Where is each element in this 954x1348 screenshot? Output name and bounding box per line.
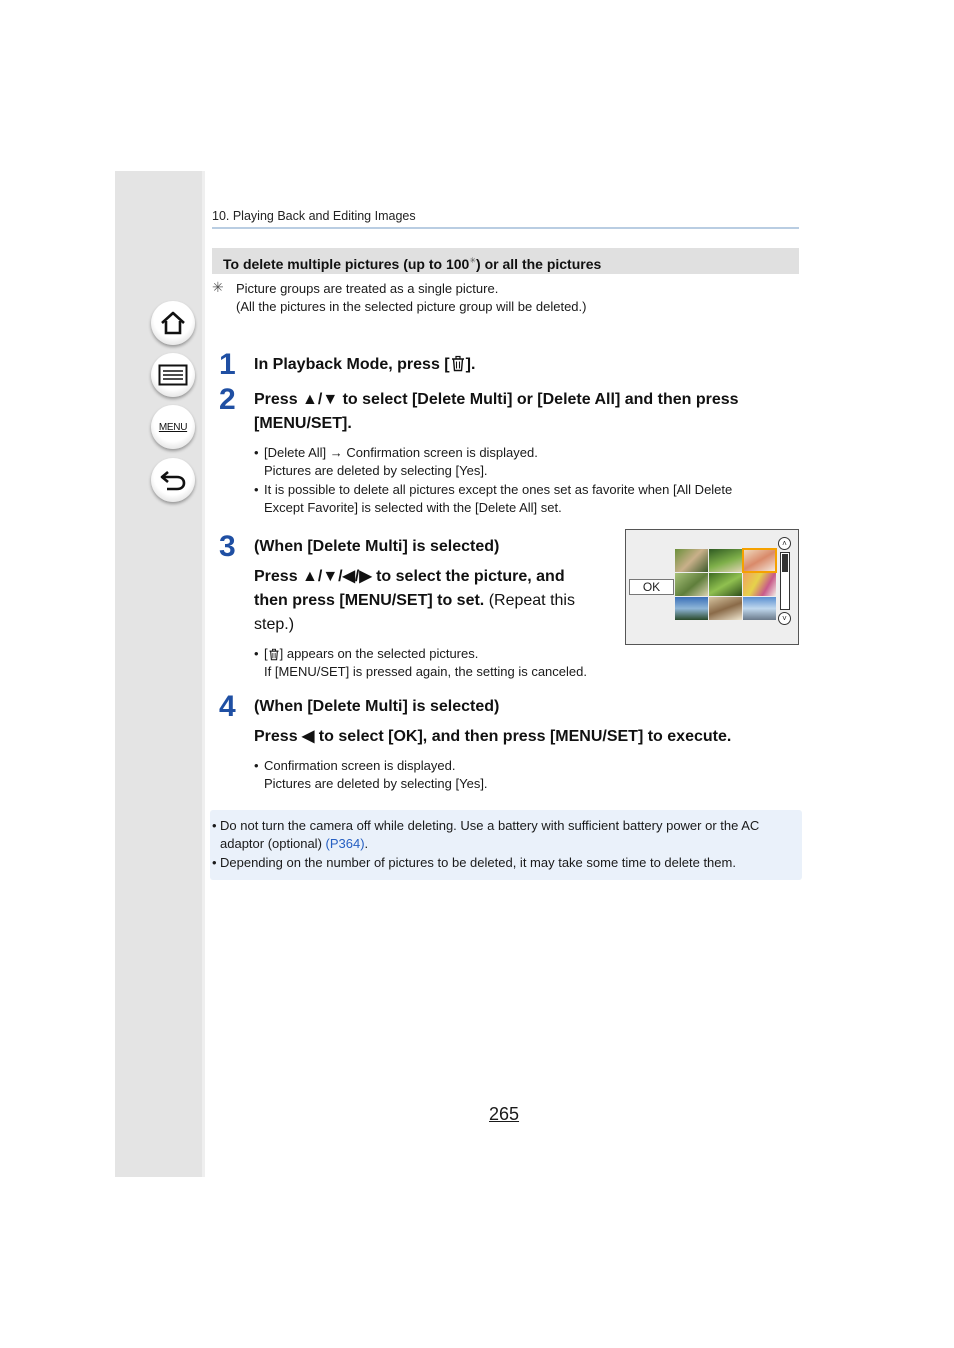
section-title-text-end: ) or all the pictures bbox=[476, 256, 602, 272]
footnote-mark: ✳ bbox=[469, 256, 477, 265]
thumbnail[interactable] bbox=[675, 573, 708, 596]
bullet-mark: • bbox=[254, 445, 259, 460]
footnote-line: (All the pictures in the selected picture group will be deleted.) bbox=[236, 299, 587, 314]
step-4-instruction: Press ◀ to select [OK], and then press [MENU/SET] to execute. bbox=[254, 728, 732, 745]
thumbnail[interactable] bbox=[675, 597, 708, 620]
page-number: 265 bbox=[489, 1104, 520, 1124]
home-icon bbox=[159, 310, 187, 336]
bullet-item bbox=[254, 757, 488, 793]
bullet-item bbox=[254, 444, 538, 480]
step-3-instruction: Press ▲/▼/◀/▶ to select the picture, and bbox=[254, 568, 565, 585]
bullet-text: It is possible to delete all pictures except the ones set as favorite when [All Delete bbox=[264, 482, 733, 497]
footnote-mark: ✳ bbox=[212, 279, 224, 295]
step-number: 2 bbox=[219, 383, 236, 416]
note-item bbox=[212, 854, 736, 872]
step-3-condition: (When [Delete Multi] is selected) bbox=[254, 538, 500, 555]
ok-button[interactable]: OK bbox=[629, 579, 674, 595]
bullet-mark: • bbox=[212, 818, 217, 833]
menu-button[interactable] bbox=[151, 405, 195, 449]
note-text: . bbox=[364, 836, 369, 851]
step-3-instruction-end bbox=[254, 613, 294, 637]
bullet-mark: • bbox=[212, 855, 217, 870]
bullet-text: Confirmation screen is displayed. bbox=[342, 445, 538, 460]
thumbnail[interactable] bbox=[709, 549, 742, 572]
step-3-instruction-cont bbox=[254, 589, 575, 613]
bullet-text: If [MENU/SET] is pressed again, the setting is canceled. bbox=[264, 664, 587, 679]
list-icon bbox=[158, 364, 188, 386]
delete-multi-screen bbox=[625, 529, 799, 645]
note-text: adaptor (optional) bbox=[220, 836, 326, 851]
thumbnail[interactable] bbox=[709, 573, 742, 596]
footnote-text bbox=[236, 280, 586, 316]
bullet-item bbox=[254, 481, 732, 517]
chapter-header: 10. Playing Back and Editing Images bbox=[212, 209, 416, 223]
thumbnail[interactable] bbox=[743, 597, 776, 620]
scroll-down-button[interactable]: ˅ bbox=[778, 612, 791, 625]
bullet-item bbox=[254, 645, 587, 681]
scrollbar-thumb[interactable] bbox=[782, 554, 788, 572]
selected-thumbnail-frame bbox=[742, 548, 777, 573]
bullet-mark: • bbox=[254, 646, 259, 661]
trash-icon bbox=[450, 355, 466, 372]
bullet-text: Confirmation screen is displayed. bbox=[264, 758, 456, 773]
header-divider bbox=[212, 227, 799, 229]
note-item bbox=[212, 817, 759, 853]
contents-button[interactable] bbox=[151, 353, 195, 397]
bullet-text: Pictures are deleted by selecting [Yes]. bbox=[264, 463, 488, 478]
step-number: 4 bbox=[219, 690, 236, 723]
bullet-mark: • bbox=[254, 482, 259, 497]
page-reference-link[interactable]: (P364) bbox=[325, 836, 365, 851]
sidebar-edge bbox=[202, 171, 205, 1177]
thumbnail[interactable] bbox=[743, 573, 776, 596]
step-text: (Repeat this bbox=[484, 592, 575, 609]
scrollbar[interactable] bbox=[780, 552, 790, 610]
step-number: 1 bbox=[219, 348, 236, 381]
return-icon bbox=[159, 468, 187, 492]
menu-label: MENU bbox=[158, 421, 188, 433]
step-4-condition: (When [Delete Multi] is selected) bbox=[254, 698, 500, 715]
bullet-text: [Delete All] bbox=[264, 445, 330, 460]
bullet-mark: • bbox=[254, 758, 259, 773]
trash-icon bbox=[268, 648, 280, 661]
footnote-line: Picture groups are treated as a single picture. bbox=[236, 281, 499, 296]
step-2-instruction: Press ▲/▼ to select [Delete Multi] or [Delete All] and then press bbox=[254, 391, 739, 408]
bullet-text: Except Favorite] is selected with the [Delete All] set. bbox=[264, 500, 562, 515]
home-button[interactable] bbox=[151, 301, 195, 345]
step-text: In Playback Mode, press [ bbox=[254, 356, 450, 373]
arrow-icon: → bbox=[329, 445, 343, 460]
section-title-text: To delete multiple pictures (up to 100 bbox=[223, 256, 470, 272]
note-text: Depending on the number of pictures to be deleted, it may take some time to delete them. bbox=[220, 855, 736, 870]
thumbnail-grid bbox=[675, 549, 776, 619]
bullet-text: Pictures are deleted by selecting [Yes]. bbox=[264, 776, 488, 791]
step-text: step.) bbox=[254, 616, 295, 633]
step-1-instruction bbox=[254, 353, 475, 377]
note-text: Do not turn the camera off while deleting. Use a battery with sufficient battery power or the AC bbox=[220, 818, 760, 833]
step-number: 3 bbox=[219, 530, 236, 563]
back-button[interactable] bbox=[151, 458, 195, 502]
scroll-up-button[interactable]: ˄ bbox=[778, 537, 791, 550]
section-title bbox=[212, 248, 799, 274]
thumbnail[interactable] bbox=[675, 549, 708, 572]
bullet-text: ] appears on the selected pictures. bbox=[279, 646, 479, 661]
bullet-text: [ bbox=[264, 646, 268, 661]
step-2-instruction-cont: [MENU/SET]. bbox=[254, 415, 352, 432]
thumbnail[interactable] bbox=[709, 597, 742, 620]
step-text: ]. bbox=[465, 356, 476, 373]
step-text: then press [MENU/SET] to set. bbox=[254, 592, 485, 609]
